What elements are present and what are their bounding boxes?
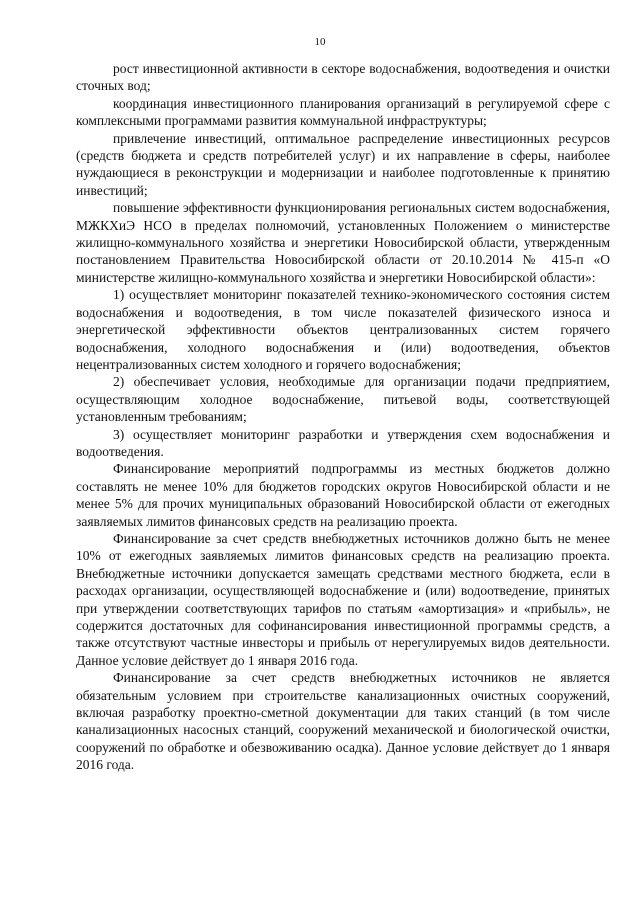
paragraph-efficiency-improvement: повышение эффективности функционирования региональных систем водоснабжения, МЖКХиЭ НСО в пределах полномочий, установленных Положением о министерстве жилищно-коммунального хозяйства и энергетики Новосибирской области, утвержденным постановлением Правительства Новосибирской области от 20.10.2014 № 415-п «О министерстве жилищно-коммунального хозяйства и энергетики Новосибирской области»:	[76, 200, 610, 285]
paragraph-extrabudgetary-not-mandatory: Финансирование за счет средств внебюджетных источников не является обязательным условием при строительстве канализационных очистных сооружений, включая разработку проектно-сметной документации для таких станций (в том числе канализационных насосных станций, сооружений механической и биологической очистки, сооружений по обработке и обезвоживанию осадка). Данное условие действует до 1 января 2016 года.	[76, 670, 610, 773]
paragraph-extrabudgetary-financing: Финансирование за счет средств внебюджетных источников должно быть не менее 10% от ежегодных заявляемых лимитов финансовых средств на реализацию проекта. Внебюджетные источники допускается замещать средствами местного бюджета, если в расходах организации, осуществляющей водоснабжение и (или) водоотведение, принятых при утверждении соответствующих тарифов по статьям «амортизация» и «прибыль», не содержится достаточных для софинансирования инвестиционной программы средств, а также отсутствуют частные инвесторы и прибыль от нерегулируемых видов деятельности. Данное условие действует до 1 января 2016 года.	[76, 530, 610, 668]
paragraph-investment-coordination: координация инвестиционного планирования организаций в регулируемой сфере с комплексными программами развития коммунальной инфраструктуры;	[76, 95, 610, 129]
list-item-1-monitoring-indicators: 1) осуществляет мониторинг показателей технико-экономического состояния систем водоснабжения и водоотведения, в том числе показателей физического износа и энергетической эффективности объектов централизованных систем горячего водоснабжения, холодного водоснабжения и (или) водоотведения, объектов нецентрализованных систем холодного и горячего водоснабжения;	[76, 287, 610, 372]
paragraph-local-budget-financing: Финансирование мероприятий подпрограммы из местных бюджетов должно составлять не менее 10% для бюджетов городских округов Новосибирской области и не менее 5% для прочих муниципальных образований Новосибирской области от ежегодных заявляемых лимитов финансовых средств на реализацию проекта.	[76, 461, 610, 529]
page-number: 10	[314, 36, 326, 48]
paragraph-investment-activity: рост инвестиционной активности в секторе водоснабжения, водоотведения и очистки сточных вод;	[76, 61, 610, 94]
document-body	[76, 60, 610, 774]
list-item-2-ensures-conditions: 2) обеспечивает условия, необходимые для организации подачи предприятием, осуществляющим холодное водоснабжение, питьевой воды, соответствующей установленным требованиям;	[76, 374, 610, 425]
list-item-3-monitoring-schemes: 3) осуществляет мониторинг разработки и утверждения схем водоснабжения и водоотведения.	[76, 426, 610, 459]
paragraph-investment-attraction: привлечение инвестиций, оптимальное распределение инвестиционных ресурсов (средств бюджета и средств потребителей услуг) и их направление в сферы, наиболее нуждающиеся в реконструкции и модернизации и наиболее подготовленные к принятию инвестиций;	[76, 130, 610, 198]
